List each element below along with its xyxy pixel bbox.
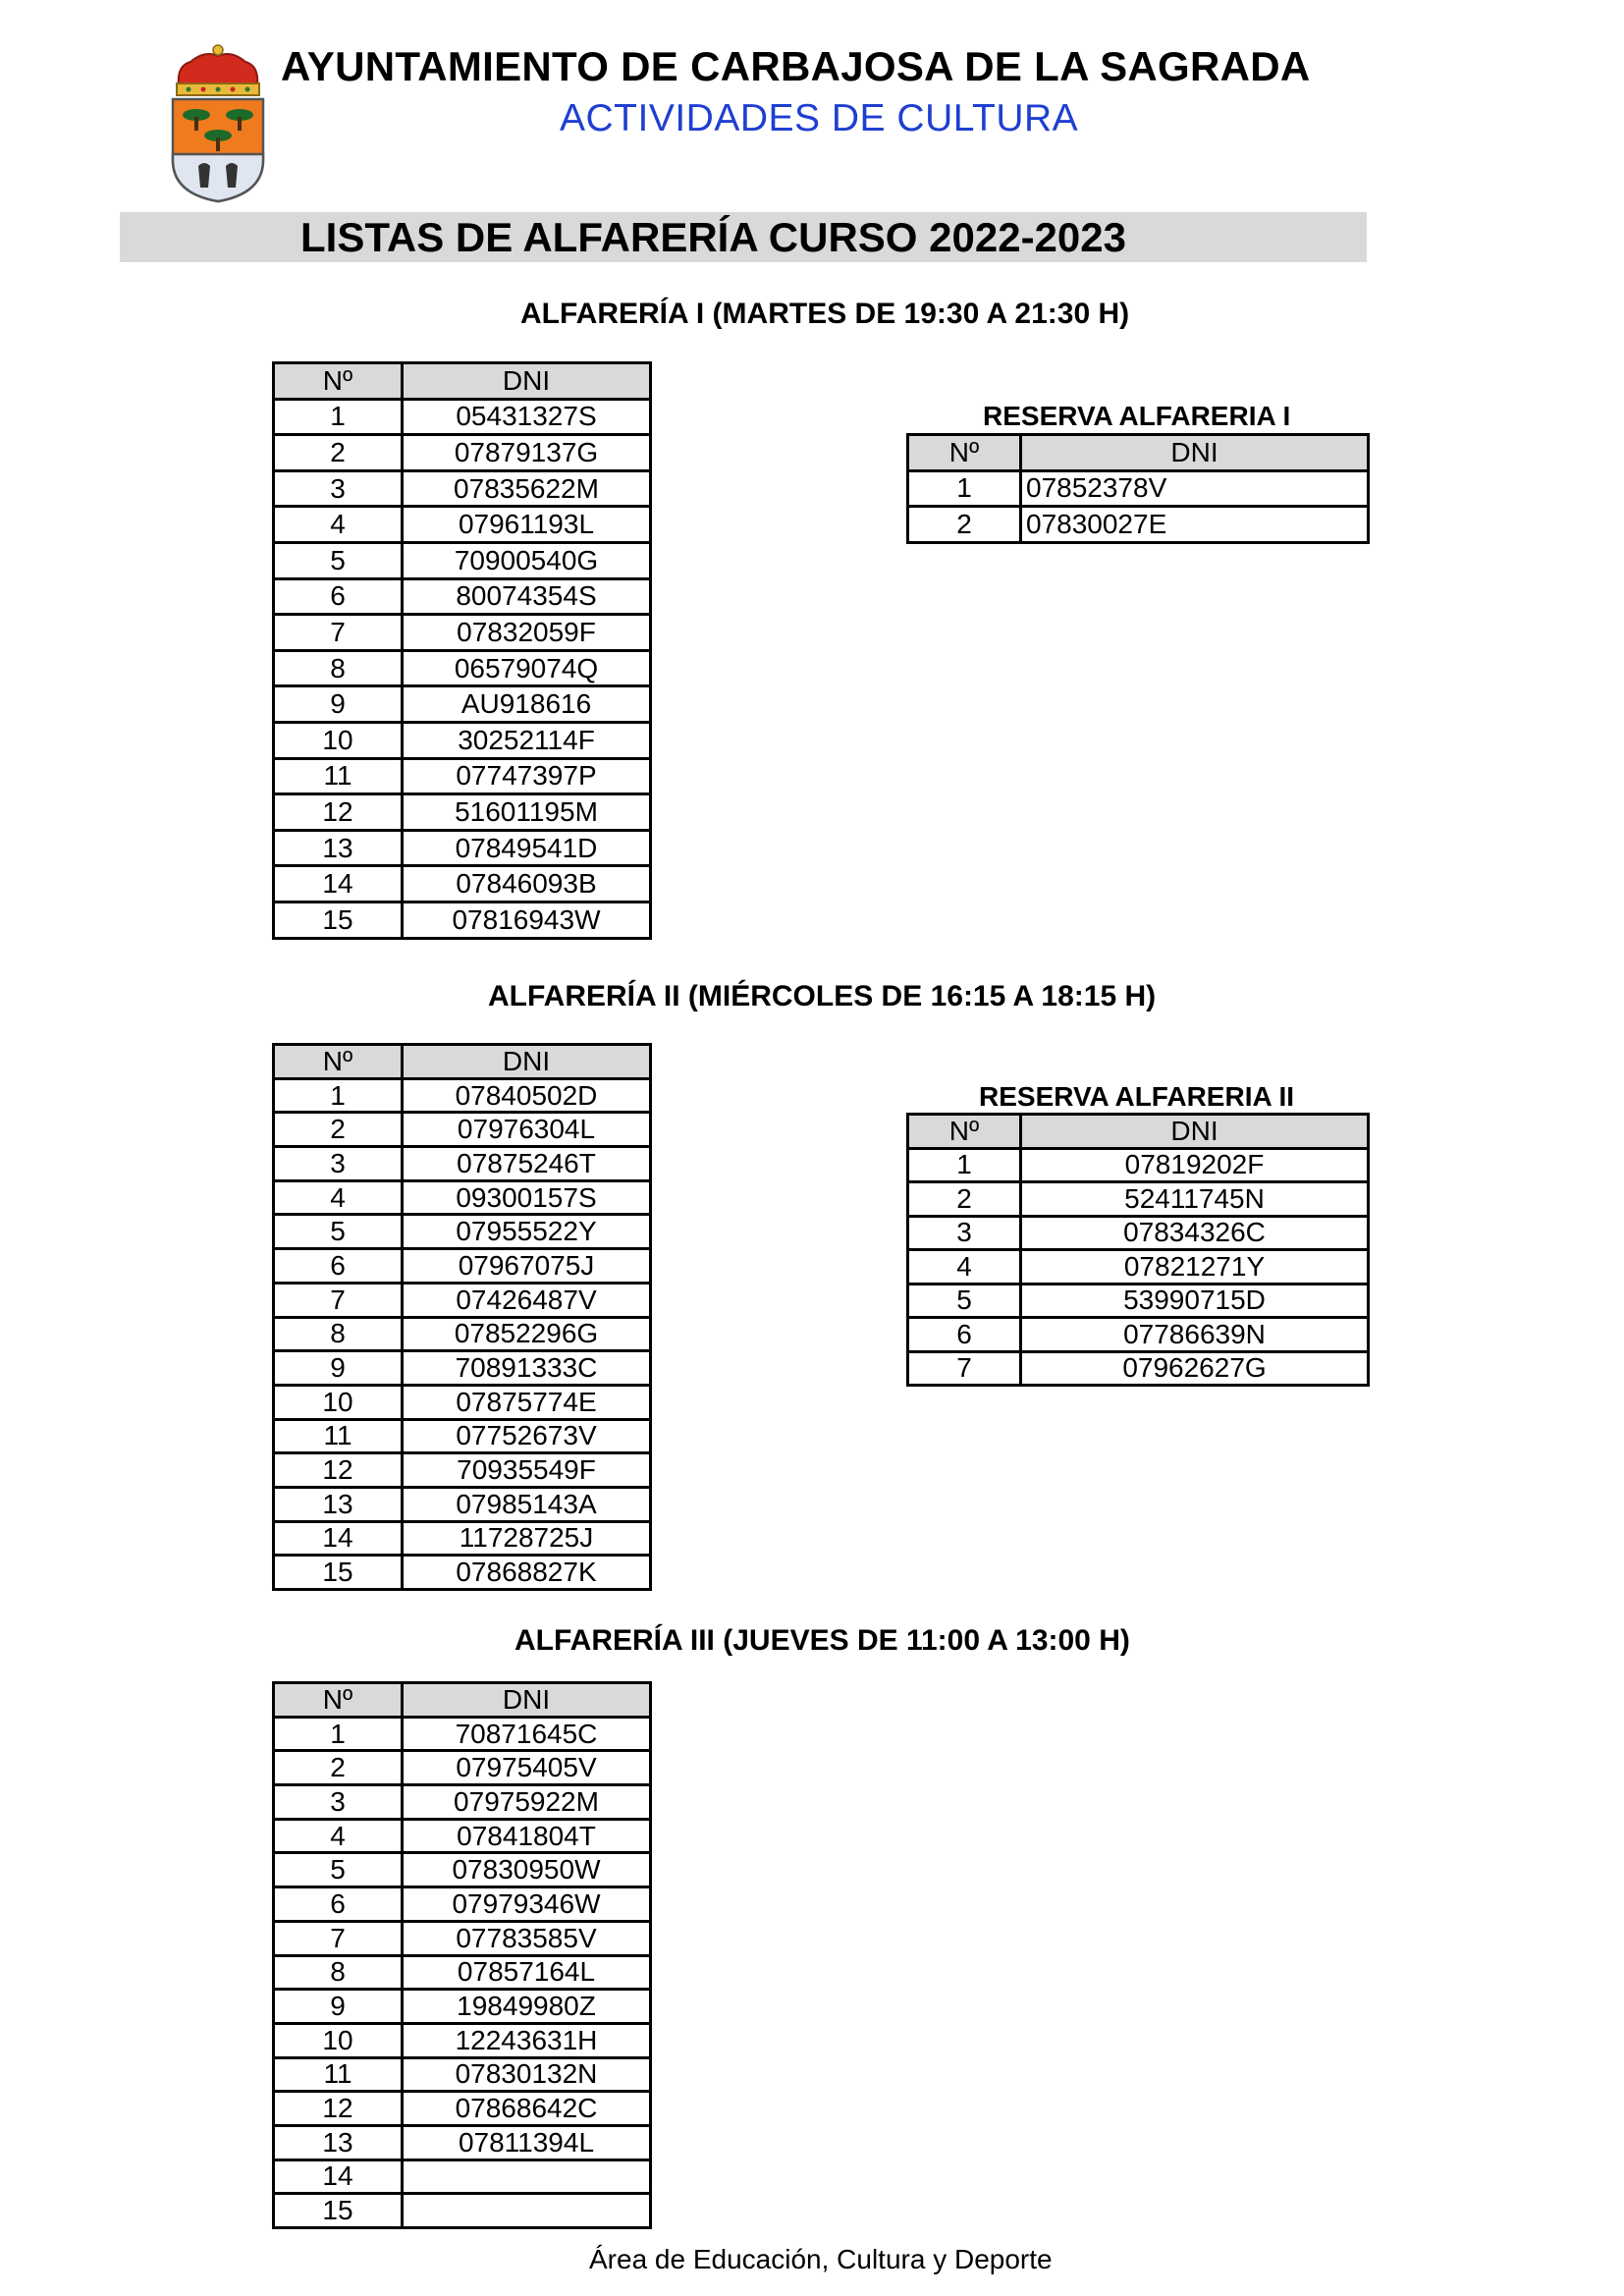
table-row xyxy=(908,1216,1369,1250)
dni-cell: 52411745N xyxy=(1021,1182,1369,1217)
dni-cell: 07985143A xyxy=(403,1487,651,1521)
dni-cell: 07852378V xyxy=(1021,470,1369,507)
table-row xyxy=(908,1284,1369,1318)
dni-cell: 07962627G xyxy=(1021,1351,1369,1386)
dni-cell: 07835622M xyxy=(403,470,651,507)
row-number-cell: 4 xyxy=(274,507,403,543)
dni-cell: 07875774E xyxy=(403,1385,651,1419)
reserve-title-alfareria-2: RESERVA ALFARERIA II xyxy=(979,1081,1295,1112)
table-row xyxy=(274,1283,651,1317)
table-row xyxy=(908,1351,1369,1386)
table-row xyxy=(274,1990,651,2024)
row-number-cell: 2 xyxy=(908,507,1021,543)
dni-cell: 07830950W xyxy=(403,1853,651,1887)
table-row xyxy=(274,1249,651,1284)
row-number-cell: 12 xyxy=(274,1453,403,1488)
row-number-cell: 10 xyxy=(274,722,403,758)
municipal-crest-icon xyxy=(169,44,267,203)
reserve-title-alfareria-1: RESERVA ALFARERIA I xyxy=(983,401,1291,431)
dni-cell: 07841804T xyxy=(403,1819,651,1853)
dni-cell: 07879137G xyxy=(403,435,651,471)
table-row xyxy=(274,830,651,866)
row-number-cell: 9 xyxy=(274,1990,403,2024)
dni-cell: 70900540G xyxy=(403,542,651,578)
table-row xyxy=(274,2023,651,2057)
table-row xyxy=(274,866,651,902)
dni-cell: 07976304L xyxy=(403,1113,651,1147)
table-row xyxy=(274,1113,651,1147)
dni-cell: 07975922M xyxy=(403,1785,651,1820)
row-number-cell: 8 xyxy=(274,650,403,686)
table-row xyxy=(274,615,651,651)
dni-cell: 07747397P xyxy=(403,758,651,794)
column-header-number: Nº xyxy=(274,1045,403,1079)
row-number-cell: 2 xyxy=(274,1113,403,1147)
table-row xyxy=(274,1453,651,1488)
table-row xyxy=(274,542,651,578)
row-number-cell: 2 xyxy=(274,435,403,471)
dni-cell: 07868642C xyxy=(403,2092,651,2126)
row-number-cell: 3 xyxy=(274,1785,403,1820)
dni-cell: 07816943W xyxy=(403,902,651,938)
table-row xyxy=(274,902,651,938)
enrollment-table-alfareria-1 xyxy=(272,361,652,940)
dni-cell: 07955522Y xyxy=(403,1215,651,1249)
table-row xyxy=(274,2057,651,2092)
column-header-dni: DNI xyxy=(1021,1115,1369,1149)
table-row xyxy=(274,1521,651,1556)
column-header-dni: DNI xyxy=(403,1045,651,1079)
enrollment-table-alfareria-3 xyxy=(272,1681,652,2229)
column-header-number: Nº xyxy=(908,1115,1021,1149)
column-header-number: Nº xyxy=(274,1683,403,1718)
row-number-cell: 15 xyxy=(274,2194,403,2228)
dni-cell: 70871645C xyxy=(403,1717,651,1751)
column-header-number: Nº xyxy=(274,363,403,400)
table-row xyxy=(274,1487,651,1521)
row-number-cell: 7 xyxy=(274,1921,403,1955)
row-number-cell: 6 xyxy=(274,1249,403,1284)
row-number-cell: 13 xyxy=(274,2125,403,2159)
table-row xyxy=(908,470,1369,507)
dni-cell: 07967075J xyxy=(403,1249,651,1284)
row-number-cell: 4 xyxy=(274,1180,403,1215)
row-number-cell: 3 xyxy=(274,1147,403,1181)
row-number-cell: 6 xyxy=(274,1887,403,1922)
dni-cell: 07783585V xyxy=(403,1921,651,1955)
row-number-cell: 3 xyxy=(274,470,403,507)
table-row xyxy=(908,1318,1369,1352)
table-row xyxy=(908,1182,1369,1217)
dni-cell: 05431327S xyxy=(403,399,651,435)
row-number-cell: 11 xyxy=(274,758,403,794)
table-row xyxy=(274,1556,651,1590)
row-number-cell: 9 xyxy=(274,686,403,723)
reserve-table-alfareria-2 xyxy=(906,1113,1370,1387)
dni-cell: 07975405V xyxy=(403,1751,651,1785)
table-row xyxy=(274,650,651,686)
document-title: LISTAS DE ALFARERÍA CURSO 2022-2023 xyxy=(300,214,1126,260)
row-number-cell: 8 xyxy=(274,1317,403,1351)
table-header-row xyxy=(908,1115,1369,1149)
dni-cell: 07846093B xyxy=(403,866,651,902)
table-row xyxy=(274,470,651,507)
table-row xyxy=(274,1853,651,1887)
dni-cell: 07961193L xyxy=(403,507,651,543)
dni-cell: AU918616 xyxy=(403,686,651,723)
row-number-cell: 12 xyxy=(274,794,403,831)
dni-cell: 30252114F xyxy=(403,722,651,758)
table-row xyxy=(274,2194,651,2228)
table-header-row xyxy=(274,1683,651,1718)
table-row xyxy=(274,1419,651,1453)
table-row xyxy=(274,1785,651,1820)
column-header-number: Nº xyxy=(908,435,1021,471)
row-number-cell: 15 xyxy=(274,1556,403,1590)
table-row xyxy=(274,2159,651,2194)
table-row xyxy=(274,1887,651,1922)
row-number-cell: 1 xyxy=(274,1717,403,1751)
table-header-row xyxy=(274,363,651,400)
row-number-cell: 6 xyxy=(274,578,403,615)
section-heading-alfareria-2: ALFARERÍA II (MIÉRCOLES DE 16:15 A 18:15 H) xyxy=(488,980,1157,1012)
dni-cell: 07875246T xyxy=(403,1147,651,1181)
table-row xyxy=(274,507,651,543)
row-number-cell: 3 xyxy=(908,1216,1021,1250)
dni-cell: 51601195M xyxy=(403,794,651,831)
dni-cell: 07868827K xyxy=(403,1556,651,1590)
dni-cell: 07821271Y xyxy=(1021,1250,1369,1285)
dni-cell: 07830132N xyxy=(403,2057,651,2092)
table-row xyxy=(274,758,651,794)
table-row xyxy=(274,1717,651,1751)
row-number-cell: 4 xyxy=(908,1250,1021,1285)
dni-cell xyxy=(403,2194,651,2228)
row-number-cell: 5 xyxy=(274,542,403,578)
table-row xyxy=(274,1819,651,1853)
dni-cell: 07840502D xyxy=(403,1078,651,1113)
table-row xyxy=(274,722,651,758)
row-number-cell: 1 xyxy=(274,1078,403,1113)
section-heading-alfareria-1: ALFARERÍA I (MARTES DE 19:30 A 21:30 H) xyxy=(520,298,1130,330)
row-number-cell: 1 xyxy=(908,1148,1021,1182)
dni-cell: 07834326C xyxy=(1021,1216,1369,1250)
row-number-cell: 5 xyxy=(274,1853,403,1887)
table-header-row xyxy=(908,435,1369,471)
table-row xyxy=(908,507,1369,543)
row-number-cell: 9 xyxy=(274,1351,403,1386)
dni-cell: 80074354S xyxy=(403,578,651,615)
table-row xyxy=(274,686,651,723)
row-number-cell: 10 xyxy=(274,2023,403,2057)
row-number-cell: 2 xyxy=(908,1182,1021,1217)
dni-cell: 07849541D xyxy=(403,830,651,866)
row-number-cell: 4 xyxy=(274,1819,403,1853)
dni-cell: 09300157S xyxy=(403,1180,651,1215)
enrollment-table-alfareria-2 xyxy=(272,1043,652,1591)
table-row xyxy=(274,2092,651,2126)
column-header-dni: DNI xyxy=(403,363,651,400)
row-number-cell: 14 xyxy=(274,2159,403,2194)
table-row xyxy=(274,578,651,615)
dni-cell: 12243631H xyxy=(403,2023,651,2057)
reserve-table-alfareria-1 xyxy=(906,433,1370,544)
row-number-cell: 6 xyxy=(908,1318,1021,1352)
dni-cell: 07857164L xyxy=(403,1955,651,1990)
table-row xyxy=(274,1751,651,1785)
department-title: ACTIVIDADES DE CULTURA xyxy=(560,97,1079,139)
row-number-cell: 11 xyxy=(274,1419,403,1453)
table-row xyxy=(274,399,651,435)
row-number-cell: 14 xyxy=(274,1521,403,1556)
dni-cell: 70891333C xyxy=(403,1351,651,1386)
table-row xyxy=(908,1250,1369,1285)
table-header-row xyxy=(274,1045,651,1079)
dni-cell: 11728725J xyxy=(403,1521,651,1556)
dni-cell: 07832059F xyxy=(403,615,651,651)
row-number-cell: 13 xyxy=(274,1487,403,1521)
table-row xyxy=(908,1148,1369,1182)
table-row xyxy=(274,1317,651,1351)
table-row xyxy=(274,435,651,471)
dni-cell: 07426487V xyxy=(403,1283,651,1317)
row-number-cell: 11 xyxy=(274,2057,403,2092)
section-heading-alfareria-3: ALFARERÍA III (JUEVES DE 11:00 A 13:00 H) xyxy=(514,1624,1130,1657)
table-row xyxy=(274,1180,651,1215)
table-row xyxy=(274,2125,651,2159)
row-number-cell: 10 xyxy=(274,1385,403,1419)
table-row xyxy=(274,794,651,831)
dni-cell: 07830027E xyxy=(1021,507,1369,543)
dni-cell: 70935549F xyxy=(403,1453,651,1488)
row-number-cell: 5 xyxy=(908,1284,1021,1318)
table-row xyxy=(274,1351,651,1386)
dni-cell xyxy=(403,2159,651,2194)
table-row xyxy=(274,1215,651,1249)
row-number-cell: 8 xyxy=(274,1955,403,1990)
table-row xyxy=(274,1921,651,1955)
dni-cell: 07786639N xyxy=(1021,1318,1369,1352)
organization-title: AYUNTAMIENTO DE CARBAJOSA DE LA SAGRADA xyxy=(281,43,1311,89)
row-number-cell: 7 xyxy=(274,615,403,651)
dni-cell: 53990715D xyxy=(1021,1284,1369,1318)
table-row xyxy=(274,1955,651,1990)
dni-cell: 06579074Q xyxy=(403,650,651,686)
row-number-cell: 12 xyxy=(274,2092,403,2126)
footer-department: Área de Educación, Cultura y Deporte xyxy=(589,2244,1053,2274)
dni-cell: 07979346W xyxy=(403,1887,651,1922)
table-row xyxy=(274,1147,651,1181)
dni-cell: 19849980Z xyxy=(403,1990,651,2024)
row-number-cell: 2 xyxy=(274,1751,403,1785)
row-number-cell: 1 xyxy=(274,399,403,435)
row-number-cell: 13 xyxy=(274,830,403,866)
row-number-cell: 1 xyxy=(908,470,1021,507)
row-number-cell: 15 xyxy=(274,902,403,938)
dni-cell: 07811394L xyxy=(403,2125,651,2159)
row-number-cell: 5 xyxy=(274,1215,403,1249)
column-header-dni: DNI xyxy=(403,1683,651,1718)
column-header-dni: DNI xyxy=(1021,435,1369,471)
row-number-cell: 14 xyxy=(274,866,403,902)
table-row xyxy=(274,1078,651,1113)
dni-cell: 07852296G xyxy=(403,1317,651,1351)
row-number-cell: 7 xyxy=(908,1351,1021,1386)
table-row xyxy=(274,1385,651,1419)
row-number-cell: 7 xyxy=(274,1283,403,1317)
dni-cell: 07819202F xyxy=(1021,1148,1369,1182)
dni-cell: 07752673V xyxy=(403,1419,651,1453)
